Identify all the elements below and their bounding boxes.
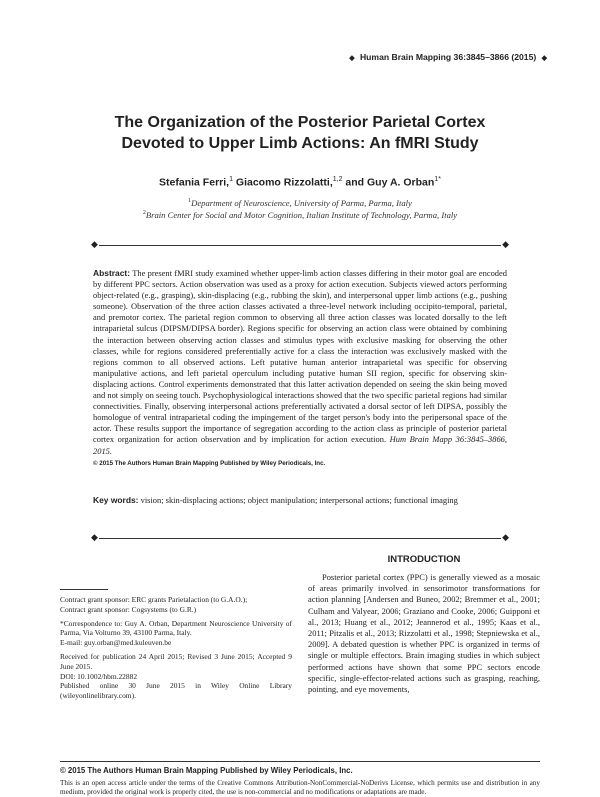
affiliation-text: Brain Center for Social and Motor Cognition, Italian Institute of Technology, Parma, Italy	[145, 210, 458, 220]
keywords	[93, 495, 507, 506]
grant-sponsor-2: Contract grant sponsor: Cogsystems (to G.R.)	[60, 604, 197, 614]
license-text: This is an open access article under the terms of the Creative Commons Attribution-NonCommercial-NoDerivs License, which permits use and distribution in any medium, provided the original work is properly cited, the use is non-commercial and no modifications or adaptations are made.	[60, 779, 540, 796]
separator-top	[93, 240, 507, 250]
introduction-body	[308, 572, 540, 695]
published-online: Published online 30 June 2015 in Wiley Online Library (wileyonlinelibrary.com).	[60, 681, 292, 701]
intro-paragraph: Posterior parietal cortex (PPC) is generally viewed as a mosaic of areas primarily involved in sensorimotor transformations for action planning [Andersen and Buneo, 2002; Bremmer et al., 2001; Culham and Valyear, 2006; Graziano and Cooke, 2006; Guipponi et al., 2013; Huang et al., 2012; Jeannerod et al., 1995; Kaas et al., 2011; Pitzalis et al., 2013; Rizzolatti et al., 1998; Stepniewska et al., 2009]. A debated question is whether PPC is organized in terms of single or multiple effectors. Brain imaging studies in which subject performed actions have shown that some PPC sectors encode specific, single-effector-related actions such as grasping, reaching, pointing, and eye movements,	[308, 572, 540, 695]
separator-line	[93, 538, 507, 539]
diamond-icon: ◆	[91, 239, 98, 249]
keywords-text: vision; skin-displacing actions; object manipulation; interpersonal actions; functional imaging	[140, 495, 458, 505]
author-list	[0, 176, 600, 189]
affiliation-2	[0, 210, 600, 220]
received-dates: Received for publication 24 April 2015; Revised 3 June 2015; Accepted 9 June 2015.	[60, 651, 292, 671]
separator-line	[93, 245, 507, 246]
abstract-text: The present fMRI study examined whether upper-limb action classes differing in their motor goal are encoded by different PPC sectors. Action observation was used as a proxy for action execution. Subjects viewed actors performing object-related (e.g., grasping), skin-displacing (e.g., rubbing the skin), and interpersonal upper limb actions (e.g., pushing someone). Observation of the three action classes activated a three-level network including occipito-temporal, parietal, and premotor cortex. The parietal region common to observing all three action classes was located dorsally to the left intraparietal sulcus (DIPSM/DIPSA border). Regions specific for observing an action class were obtained by combining the interaction between observing action classes and stimulus types with exclusive masking for observing the other classes, while for regions considered preferentially active for a class the interaction was exclusively masked with the regions common to all observed actions. Left putative human anterior intraparietal was specific for observing manipulative actions, and left parietal operculum including putative human SII region, specific for observing skin-displacing actions. Control experiments demonstrated that this latter activation depended on seeing the skin being moved and not simply on seeing touch. Psychophysiological interactions showed that the two specific parietal regions had similar connectivities. Finally, observing interpersonal actions preferentially activated a dorsal sector of left DIPSA, possibly the homologue of ventral intraparietal coding the impingement of the target person's body into the peripersonal space of the actor. These results support the importance of segregation according to the action class as principle of posterior parietal cortex organization for action observation and by implication for action execution.	[93, 268, 507, 445]
corresponding-star: *	[438, 176, 441, 183]
keywords-label: Key words:	[93, 495, 139, 505]
author-affil-sup: 1,2	[332, 176, 343, 183]
diamond-icon: ◆	[502, 532, 509, 542]
section-heading-introduction: INTRODUCTION	[387, 554, 461, 565]
affiliation-sup: 1	[188, 198, 192, 205]
journal-header	[346, 52, 550, 62]
abstract	[93, 268, 507, 469]
doi: DOI: 10.1002/hbm.22882	[60, 671, 138, 681]
author-conjunction: and	[345, 176, 365, 189]
footnote-rule	[60, 589, 108, 590]
diamond-icon: ◆	[91, 532, 98, 542]
diamond-icon: ◆	[502, 239, 509, 249]
affiliation-1	[0, 198, 600, 208]
article-title	[0, 112, 600, 154]
journal-citation: Human Brain Mapping 36:3845–3866 (2015)	[359, 52, 537, 62]
author-name: Guy A. Orban	[367, 176, 435, 189]
abstract-copyright: © 2015 The Authors Human Brain Mapping Published by Wiley Periodicals, Inc.	[93, 459, 326, 467]
affiliation-sup: 2	[142, 210, 146, 217]
abstract-label: Abstract:	[93, 268, 131, 278]
author-name: Stefania Ferri,	[159, 176, 230, 189]
grant-sponsor-1: Contract grant sponsor: ERC grants Parietalaction (to G.A.O.);	[60, 595, 248, 604]
author-affil-sup: 1	[229, 176, 233, 183]
author-affil-sup: 1*	[434, 176, 441, 183]
title-line-1: The Organization of the Posterior Parietal Cortex	[114, 114, 486, 131]
correspondence-email: E-mail: guy.orban@med.kuleuven.be	[60, 638, 172, 648]
separator-bottom	[93, 533, 507, 543]
diamond-icon: ◆	[349, 55, 355, 62]
footer-rule	[60, 761, 540, 762]
abstract-citation: Hum Brain Mapp 36:3845–3866, 2015.	[93, 434, 507, 456]
affiliation-text: Department of Neuroscience, University of Parma, Parma, Italy	[191, 198, 412, 208]
title-line-2: Devoted to Upper Limb Actions: An fMRI Study	[121, 135, 479, 152]
footnotes	[60, 595, 292, 701]
diamond-icon: ◆	[541, 55, 547, 62]
correspondence: *Correspondence to: Guy A. Orban, Department Neuroscience University of Parma, Via Volturno 39, 43100 Parma, Italy.	[60, 618, 292, 638]
author-name: Giacomo Rizzolatti,	[235, 176, 333, 189]
footer-copyright: © 2015 The Authors Human Brain Mapping Published by Wiley Periodicals, Inc.	[60, 766, 353, 775]
